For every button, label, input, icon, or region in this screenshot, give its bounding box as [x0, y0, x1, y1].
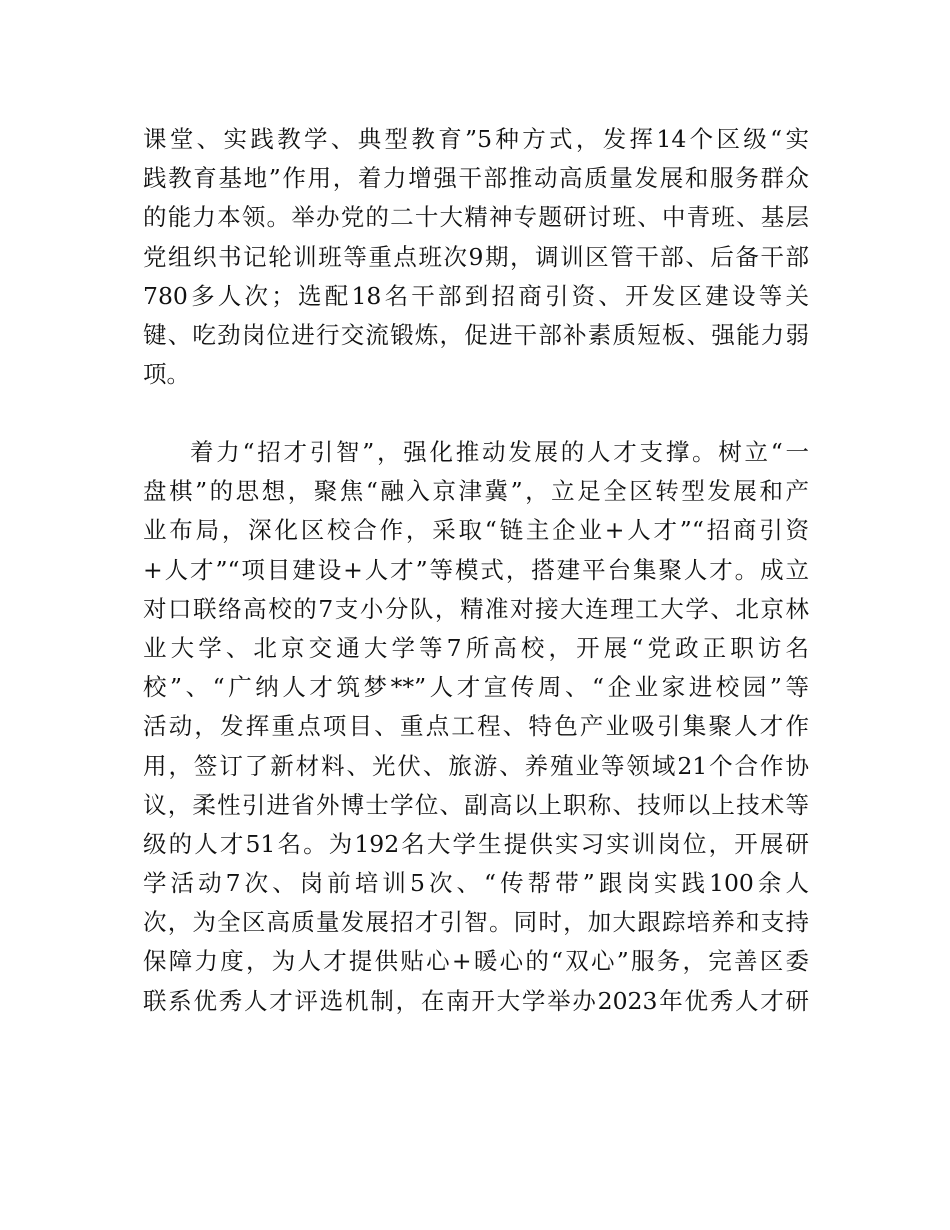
text-line: +人才”“项目建设+人才”等模式，搭建平台集聚人才。成立: [143, 555, 809, 584]
text-line: 业大学、北京交通大学等7所高校，开展“党政正职访名: [143, 633, 809, 662]
text-line: 联系优秀人才评选机制，在南开大学举办2023年优秀人才研: [143, 986, 809, 1015]
text-line: 对口联络高校的7支小分队，精准对接大连理工大学、北京林: [143, 594, 809, 623]
text-line: 次，为全区高质量发展招才引智。同时，加大跟踪培养和支持: [143, 908, 809, 937]
text-line: 键、吃劲岗位进行交流锻炼，促进干部补素质短板、强能力弱: [143, 320, 809, 349]
text-line: 学活动7次、岗前培训5次、“传帮带”跟岗实践100余人: [143, 869, 809, 898]
text-line: 级的人才51名。为192名大学生提供实习实训岗位，开展研: [143, 829, 809, 858]
text-line: 保障力度，为人才提供贴心+暖心的“双心”服务，完善区委: [143, 947, 809, 976]
text-line: 项。: [143, 360, 190, 389]
text-line: 着力“招才引智”，强化推动发展的人才支撑。树立“一: [190, 438, 809, 466]
paragraph-talent-recruitment: [143, 433, 809, 1021]
text-line: 活动，发挥重点项目、重点工程、特色产业吸引集聚人才作: [143, 712, 809, 741]
text-line: 780多人次；选配18名干部到招商引资、开发区建设等关: [143, 281, 809, 310]
text-line: 践教育基地”作用，着力增强干部推动高质量发展和服务群众: [143, 164, 809, 193]
text-line: 业布局，深化区校合作，采取“链主企业+人才”“招商引资: [143, 516, 809, 545]
paragraph-cadre-training: [143, 120, 809, 394]
text-line: 的能力本领。举办党的二十大精神专题研讨班、中青班、基层: [143, 203, 809, 232]
text-line: 用，签订了新材料、光伏、旅游、养殖业等领域21个合作协: [143, 751, 809, 780]
text-line: 党组织书记轮训班等重点班次9期，调训区管干部、后备干部: [143, 242, 809, 271]
text-line: 课堂、实践教学、典型教育”5种方式，发挥14个区级“实: [143, 125, 809, 153]
text-line: 议，柔性引进省外博士学位、副高以上职称、技师以上技术等: [143, 790, 809, 819]
text-line: 校”、“广纳人才筑梦**”人才宣传周、“企业家进校园”等: [143, 673, 809, 702]
text-line: 盘棋”的思想，聚焦“融入京津冀”，立足全区转型发展和产: [143, 477, 809, 506]
